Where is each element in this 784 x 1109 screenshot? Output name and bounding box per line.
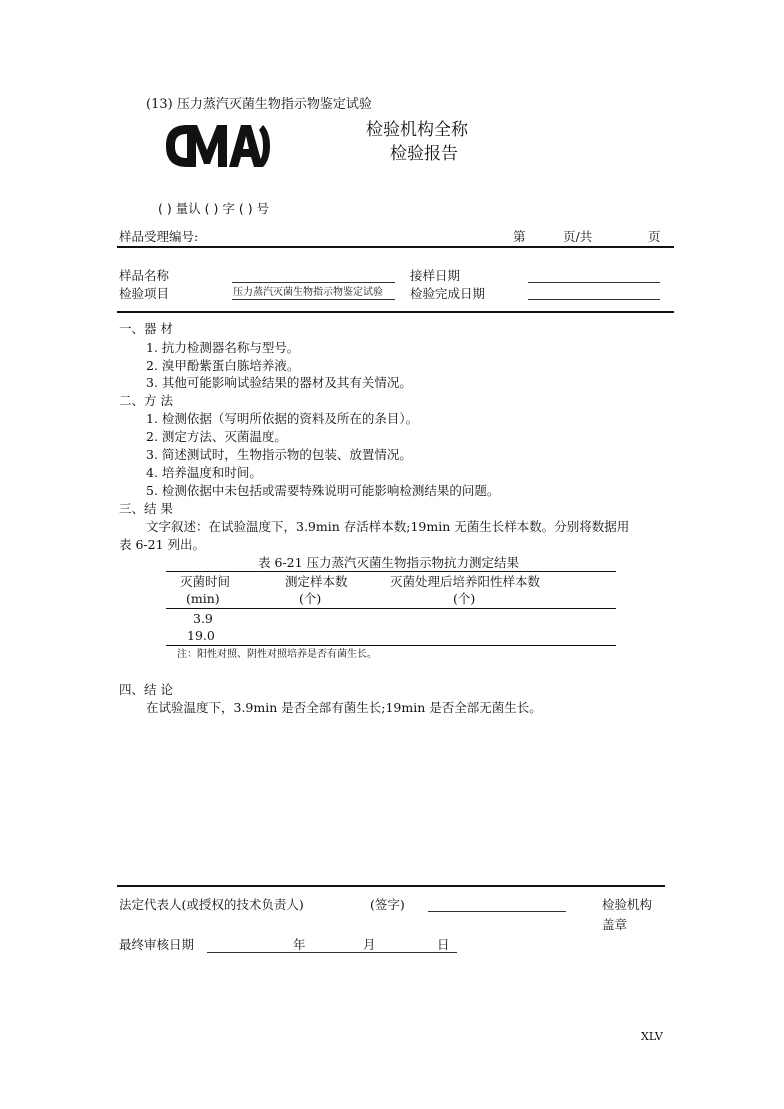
- conclusion-heading: 四、结 论: [119, 682, 173, 697]
- complete-date-label: 检验完成日期: [410, 286, 486, 301]
- table-row: 19.0: [187, 628, 215, 643]
- col-header-samples: 测定样本数: [285, 574, 348, 589]
- table-note: 注：阳性对照、阴性对照培养是否有菌生长。: [177, 649, 377, 660]
- col-header-samples-unit: (个): [299, 591, 322, 606]
- equipment-heading: 一、器 材: [119, 321, 173, 336]
- table-bottom-rule: [166, 645, 616, 646]
- table-row: 3.9: [193, 611, 213, 626]
- method-heading: 二、方 法: [119, 393, 173, 408]
- table-caption: 表 6-21 压力蒸汽灭菌生物指示物抗力测定结果: [258, 555, 520, 570]
- col-header-time: 灭菌时间: [180, 574, 231, 589]
- list-item: 2. 测定方法、灭菌温度。: [146, 429, 287, 444]
- list-item: 3. 其他可能影响试验结果的器材及其有关情况。: [146, 375, 412, 390]
- page-mid: 页/共: [563, 229, 593, 244]
- rep-label: 法定代表人(或授权的技术负责人): [119, 897, 304, 912]
- receive-date-field: [528, 282, 660, 283]
- report-title: 检验报告: [390, 144, 458, 164]
- item-value: 压力蒸汽灭菌生物指示物鉴定试验: [233, 287, 383, 298]
- col-header-time-unit: (min): [186, 591, 220, 606]
- review-date-label: 最终审核日期: [119, 937, 195, 952]
- results-text-cont: 表 6-21 列出。: [119, 537, 206, 552]
- list-item: 1. 抗力检测器名称与型号。: [146, 340, 300, 355]
- review-date-field: [207, 952, 457, 953]
- results-text: 文字叙述：在试验温度下，3.9min 存活样本数;19min 无菌生长样本数。分别将数据用: [146, 519, 630, 534]
- org-name: 检验机构全称: [366, 120, 468, 140]
- section-title: (13) 压力蒸汽灭菌生物指示物鉴定试验: [146, 97, 372, 112]
- conclusion-text: 在试验温度下，3.9min 是否全部有菌生长;19min 是否全部无菌生长。: [146, 700, 542, 715]
- divider: [117, 311, 674, 313]
- item-label: 检验项目: [119, 286, 170, 301]
- col-header-positive-unit: (个): [453, 591, 476, 606]
- cma-logo-icon: [163, 120, 273, 172]
- page-prefix: 第: [513, 229, 526, 244]
- table-top-rule: [166, 571, 616, 572]
- receipt-label: 样品受理编号:: [119, 229, 199, 244]
- sign-label: (签字): [370, 897, 405, 912]
- list-item: 5. 检测依据中未包括或需要特殊说明可能影响检测结果的问题。: [146, 483, 500, 498]
- page-number: XLV: [641, 1030, 663, 1043]
- seal-label: 检验机构: [602, 897, 653, 912]
- seal-label-2: 盖章: [602, 917, 628, 932]
- page-suffix: 页: [648, 229, 661, 244]
- receive-date-label: 接样日期: [410, 268, 461, 283]
- list-item: 3. 简述测试时，生物指示物的包装、放置情况。: [146, 447, 412, 462]
- list-item: 1. 检测依据（写明所依据的资料及所在的条目）。: [146, 411, 419, 426]
- list-item: 4. 培养温度和时间。: [146, 465, 262, 480]
- list-item: 2. 溴甲酚紫蛋白胨培养液。: [146, 358, 300, 373]
- item-field: [232, 299, 395, 300]
- results-heading: 三、结 果: [119, 501, 173, 516]
- divider: [117, 246, 674, 248]
- month-label: 月: [363, 937, 376, 952]
- table-header-rule: [166, 608, 616, 609]
- sample-name-label: 样品名称: [119, 268, 170, 283]
- sample-name-field: [232, 282, 395, 283]
- day-label: 日: [437, 937, 450, 952]
- footer-divider: [117, 885, 665, 887]
- year-label: 年: [293, 937, 306, 952]
- complete-date-field: [528, 299, 660, 300]
- cert-number: ( ) 量认 ( ) 字 ( ) 号: [158, 201, 270, 216]
- col-header-positive: 灭菌处理后培养阳性样本数: [390, 574, 541, 589]
- signature-field: [428, 911, 566, 912]
- cma-logo: [163, 120, 273, 172]
